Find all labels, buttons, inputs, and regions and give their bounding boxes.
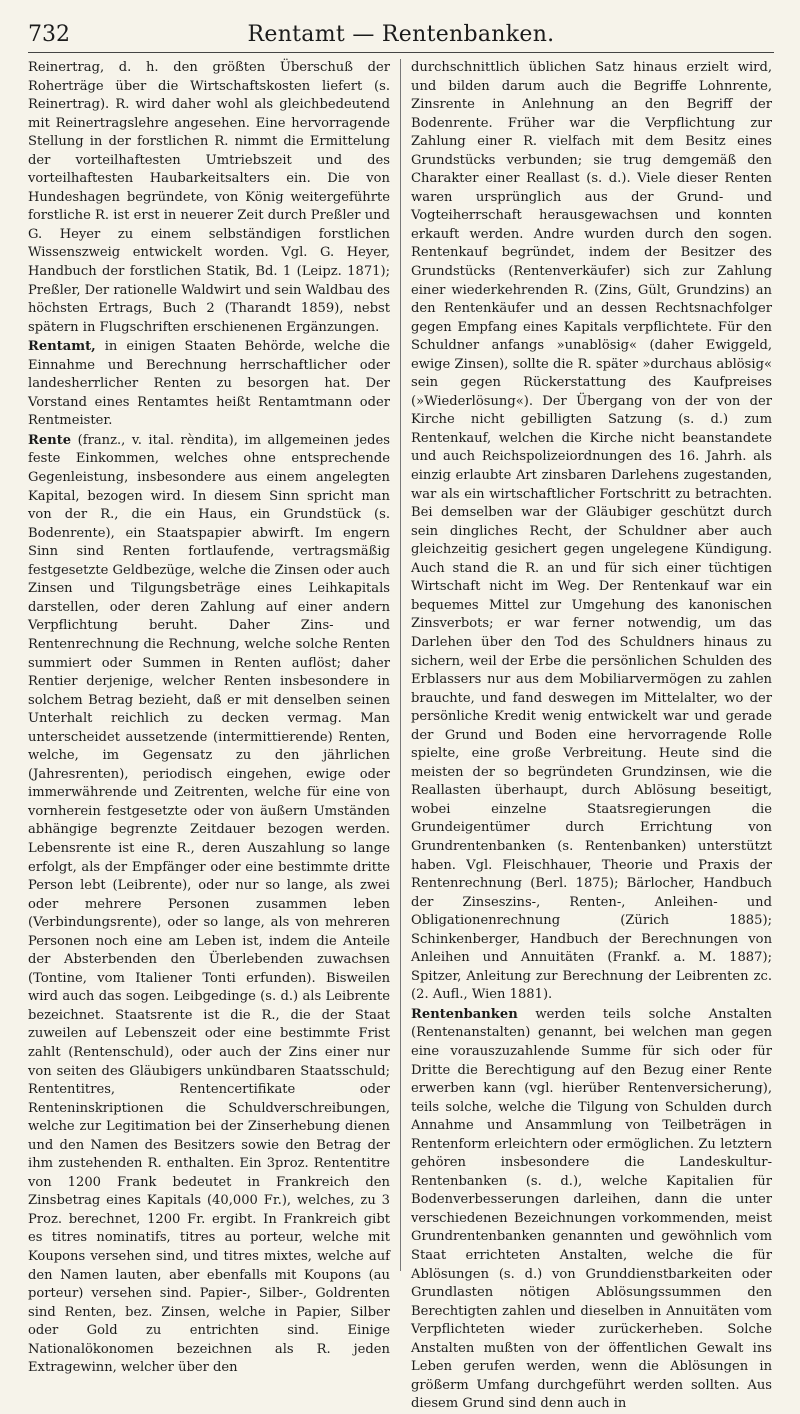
right-column — [400, 59, 772, 1412]
page-header — [28, 14, 774, 53]
paragraph-reinertrag: Reinertrag, d. h. den größten Überschuß der Roherträge über die Wirtschaftskosten liefert (s. Reinertrag). R. wird daher wohl als gleichbedeutend mit Reinertragslehre angesehen. Eine hervorragende Stellung in der forstlichen R. nimmt die Ermittelung der vorteilhaftesten Umtriebszeit und des vorteilhaftesten Haubarkeitsalters ein. Die von Hundeshagen begründete, von König weitergeführte forstliche R. ist erst in neuerer Zeit durch Preßler und G. Heyer zu einem selbständigen forstlichen Wissenszweig entwickelt worden. Vgl. G. Heyer, Handbuch der forstlichen Statik, Bd. 1 (Leipz. 1871); Preßler, Der rationelle Waldwirt und sein Waldbau des höchsten Ertrags, Buch 2 (Tharandt 1859), nebst spätern in Flugschriften erschienenen Ergänzungen. — [28, 60, 390, 335]
entry-rente — [28, 432, 390, 1378]
text-columns — [28, 59, 774, 1412]
running-title: Rentamt — Rentenbanken. — [247, 22, 555, 47]
entry-headword: Rentenbanken — [411, 1006, 518, 1022]
entry-rentenbanken — [411, 1006, 772, 1414]
left-column — [28, 59, 400, 1376]
entry-text: in einigen Staaten Behörde, welche die Einnahme und Berechnung herrschaftlicher oder landesherrlicher Renten zu besorgen hat. Der Vorstand eines Rentamtes heißt Rentamtmann oder Rentmeister. — [28, 339, 390, 429]
page-number: 732 — [28, 22, 70, 47]
entry-headword: Rente — [28, 432, 72, 448]
paragraph-rente-continued: durchschnittlich üblichen Satz hinaus erzielt wird, und bilden darum auch die Begriffe Lohnrente, Zinsrente in Anlehnung an den Begriff der Bodenrente. Früher war die Verpflichtung zur Zahlung einer R. vielfach mit dem Besitz eines Grundstücks verbunden; sie trug demgemäß den Charakter einer Reallast (s. d.). Viele dieser Renten waren ursprünglich aus der Grund- und Vogteiherrschaft herausgewachsen und konnten erkauft werden. Andre wurden durch den sogen. Rentenkauf begründet, indem der Besitzer des Grundstücks (Rentenverkäufer) sich zur Zahlung einer wiederkehrenden R. (Zins, Gült, Grundzins) an den Rentenkäufer und an dessen Rechtsnachfolger gegen Empfang eines Kapitals verpflichtete. Für den Schuldner anfangs »unablösig« (daher Ewiggeld, ewige Zinsen), sollte die R. später »durchaus ablösig« sein gegen Rückerstattung des Kaufpreises (»Wiederlösung«). Der Übergang von der von der Kirche nicht gebilligten Satzung (s. d.) zum Rentenkauf, welchen die Kirche nicht beanstandete und auch Reichspolizeiordnungen des 16. Jahrh. als einzig erlaubte Art zinsbaren Darlehens zugestanden, war als ein wirtschaftlicher Fortschritt zu betrachten. Bei demselben war der Gläubiger geschützt durch sein dingliches Recht, der Schuldner aber auch gleichzeitig gesichert gegen ungelegene Kündigung. Auch stand die R. an und für sich einer tüchtigen Wirtschaft nicht im Weg. Der Rentenkauf war ein bequemes Mittel zur Umgehung des kanonischen Zinsverbots; er war ferner notwendig, um das Darlehen über den Tod des Schuldners hinaus zu sichern, weil der Erbe die persönlichen Schulden des Erblassers nur aus dem Mobiliarvermögen zu zahlen brauchte, und fand deswegen im Mittelalter, wo der persönliche Kredit wenig entwickelt war und gerade der Grund und Boden eine hervorragende Rolle spielte, eine große Verbreitung. Heute sind die meisten der so begründeten Grundzinsen, wie die Reallasten überhaupt, durch Ablösung beseitigt, wobei einzelne Staatsregierungen die Grundeigentümer durch Errichtung von Grundrentenbanken (s. Rentenbanken) unterstützt haben. Vgl. Fleischhauer, Theorie und Praxis der Rentenrechnung (Berl. 1875); Bärlocher, Handbuch der Zinseszins-, Renten-, Anleihen- und Obligationenrechnung (Zürich 1885); Schinkenberger, Handbuch der Berechnungen von Anleihen und Annuitäten (Frankf. a. M. 1887); Spitzer, Anleitung zur Berechnung der Leibrenten zc. (2. Aufl., Wien 1881). — [411, 60, 772, 1003]
entry-text: werden teils solche Anstalten (Rentenanstalten) genannt, bei welchen man gegen eine vorauszuzahlende Summe für sich oder für Dritte die Berechtigung auf den Bezug einer Rente erwerben kann (vgl. hierüber Rentenversicherung), teils solche, welche die Tilgung von Schulden durch Annahme und Ansammlung von Teilbeträgen in Rentenform erleichtern oder ermöglichen. Zu letztern gehören insbesondere die Landeskultur-Rentenbanken (s. d.), welche Kapitalien für Bodenverbesserungen darleihen, dann die unter verschiedenen Bezeichnungen vorkommenden, meist Grundrentenbanken genannten und gewöhnlich vom Staat errichteten Anstalten, welche die für Ablösungen (s. d.) von Grunddienstbarkeiten oder Grundlasten nötigen Ablösungssummen den Berechtigten zahlen und dieselben in Annuitäten vom Verpflichteten wieder zurückerheben. Solche Anstalten mußten von der öffentlichen Gewalt ins Leben gerufen werden, wenn die Ablösungen in größerm Umfang durchgeführt werden sollten. Aus diesem Grund sind denn auch in — [411, 1006, 772, 1412]
entry-text: (franz., v. ital. rèndita), im allgemeinen jedes feste Einkommen, welches ohne entsprechende Gegenleistung, insbesondere aus einem angelegten Kapital, bezogen wird. In diesem Sinn spricht man von der R., die ein Haus, ein Grundstück (s. Bodenrente), ein Staatspapier abwirft. Im engern Sinn sind Renten fortlaufende, vertragsmäßig festgesetzte Geldbezüge, welche die Zinsen oder auch Zinsen und Tilgungsbeträge eines Leihkapitals darstellen, oder deren Zahlung auf einer andern Verpflichtung beruht. Daher Zins- und Rentenrechnung die Rechnung, welche solche Renten summiert oder Summen in Renten auflöst; daher Rentier derjenige, welcher Renten insbesondere in solchem Betrag bezieht, daß er mit denselben seinen Unterhalt reichlich zu decken vermag. Man unterscheidet aussetzende (intermittierende) Renten, welche, im Gegensatz zu den jährlichen (Jahresrenten), periodisch eingehen, ewige oder immerwährende und Zeitrenten, welche für eine von vornherein festgesetzte oder von äußern Umständen abhängige begrenzte Zeitdauer bezogen werden. Lebensrente ist eine R., deren Auszahlung so lange erfolgt, als der Empfänger oder eine bestimmte dritte Person lebt (Leibrente), oder nur so lange, als zwei oder mehrere Personen zusammen leben (Verbindungsrente), oder so lange, als von mehreren Personen noch eine am Leben ist, indem die Anteile der Absterbenden den Überlebenden zuwachsen (Tontine, vom Italiener Tonti erfunden). Bisweilen wird auch das sogen. Leibgedinge (s. d.) als Leibrente bezeichnet. Staatsrente ist die R., die der Staat zuweilen auf Lebenszeit oder eine bestimmte Frist zahlt (Rentenschuld), oder auch der Zins einer nur von seiten des Gläubigers unkündbaren Staatsschuld; Rententitres, Rentencertifikate oder Renteninskriptionen die Schuldverschreibungen, welche zur Legitimation bei der Zinserhebung dienen und den Namen des Besitzers sowie den Betrag der ihm zustehenden R. enthalten. Ein 3proz. Rententitre von 1200 Frank bedeutet in Frankreich den Zinsbetrag eines Kapitals (40,000 Fr.), welches, zu 3 Proz. berechnet, 1200 Fr. ergibt. In Frankreich gibt es titres nominatifs, titres au porteur, welche mit Koupons versehen sind, und titres mixtes, welche auf den Namen lauten, aber ebenfalls mit Koupons (au porteur) versehen sind. Papier-, Silber-, Goldrenten sind Renten, bez. Zinsen, welche in Papier, Silber oder Gold zu entrichten sind. Einige Nationalökonomen bezeichnen als R. jeden Extragewinn, welcher über den — [28, 432, 390, 1376]
entry-headword: Rentamt, — [28, 339, 96, 355]
entry-rentamt — [28, 338, 390, 431]
